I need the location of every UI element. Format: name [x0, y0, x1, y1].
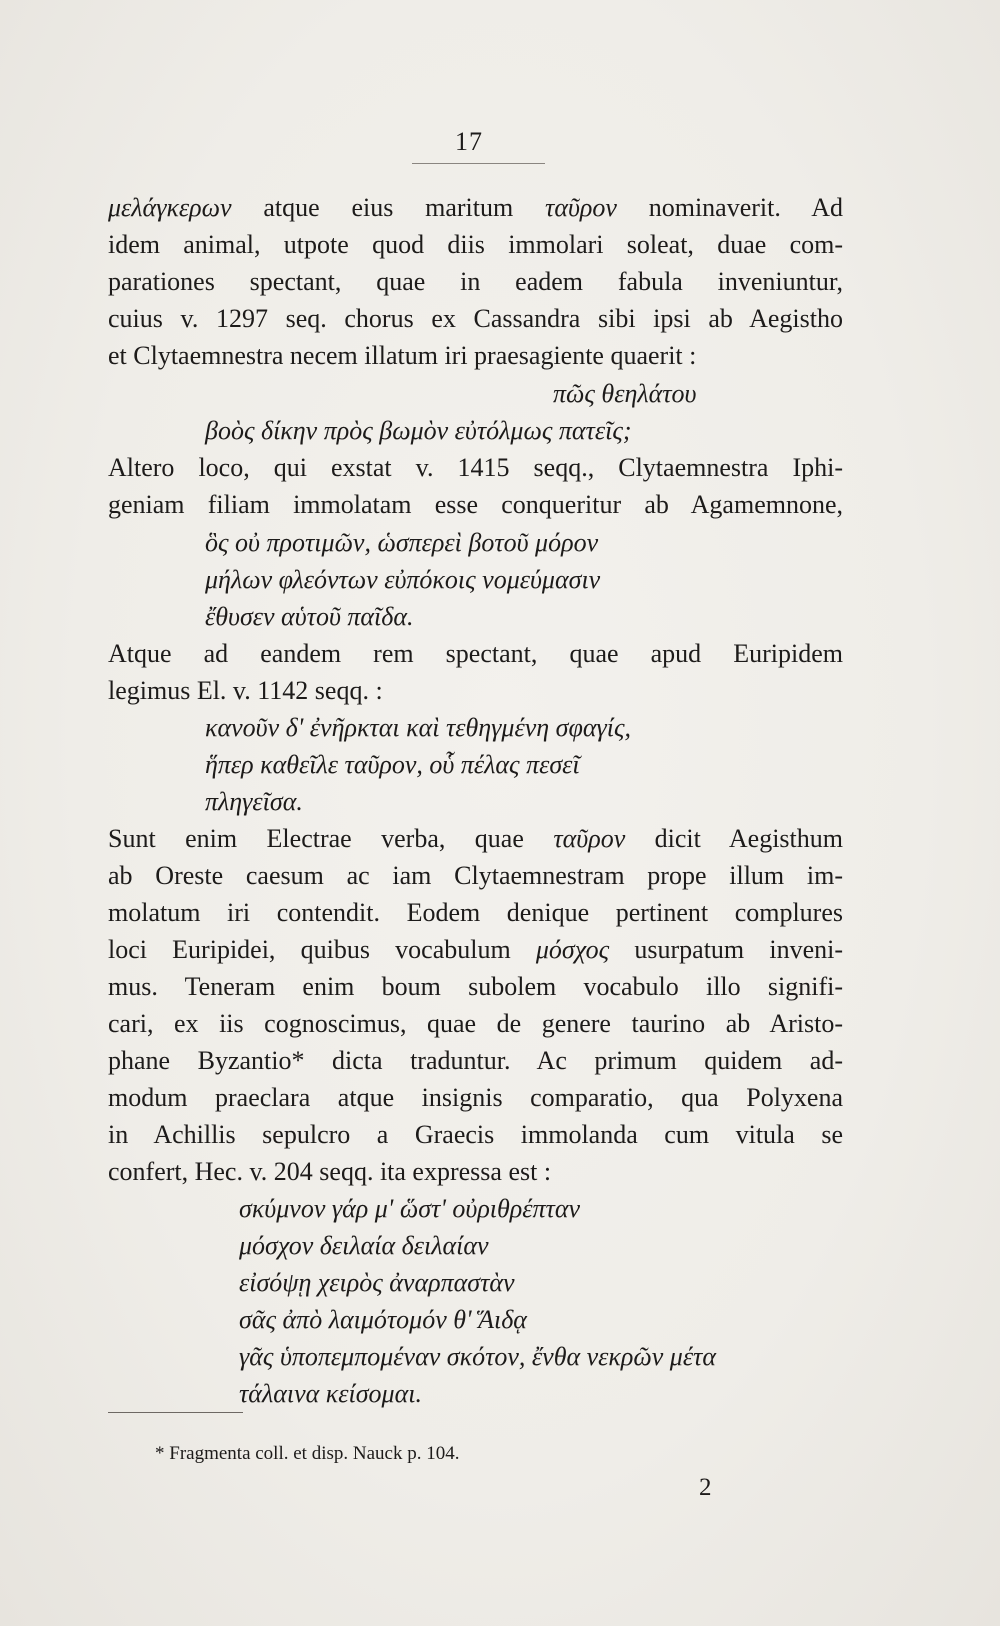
body-line: [108, 190, 843, 226]
greek-verse: γᾶς ὑποπεμπομέναν σκότον, ἔνθα νεκρῶν μέτα: [239, 1342, 717, 1371]
body-line: confert, Hec. v. 204 seqq. ita expressa est :: [108, 1157, 552, 1186]
body-line: Atque ad eandem rem spectant, quae apud Euripidem: [108, 639, 843, 668]
body-line: cari, ex iis cognoscimus, quae de genere taurino ab Aristo-: [108, 1009, 843, 1038]
latin-text: nominaverit. Ad: [616, 193, 844, 222]
latin-text: Sunt enim Electrae verba, quae: [108, 824, 554, 853]
body-line: [108, 821, 843, 857]
body-line: mus. Teneram enim boum subolem vocabulo illo signifi-: [108, 972, 843, 1001]
footnote: * Fragmenta coll. et disp. Nauck p. 104.: [155, 1443, 460, 1464]
greek-word: ταῦρον: [545, 193, 617, 222]
greek-verse: ἔθυσεν αὑτοῦ παῖδα.: [205, 602, 414, 631]
greek-verse: ἥπερ καθεῖλε ταῦρον, οὗ πέλας πεσεῖ: [205, 750, 580, 779]
greek-verse: σκύμνον γάρ μ' ὥστ' οὐριθρέπταν: [239, 1194, 581, 1223]
body-line: ab Oreste caesum ac iam Clytaemnestram prope illum im-: [108, 861, 843, 890]
body-line: phane Byzantio* dicta traduntur. Ac primum quidem ad-: [108, 1046, 843, 1075]
latin-text: dicit Aegisthum: [625, 824, 843, 853]
greek-verse: πληγεῖσα.: [205, 787, 303, 816]
greek-word: ταῦρον: [553, 824, 626, 853]
greek-verse: πῶς θεηλάτου: [553, 379, 697, 408]
greek-verse: βοὸς δίκην πρὸς βωμὸν εὐτόλμως πατεῖς;: [205, 416, 632, 445]
body-line: legimus El. v. 1142 seqq. :: [108, 676, 383, 705]
body-line: et Clytaemnestra necem illatum iri praesagiente quaerit :: [108, 341, 697, 370]
latin-text: loci Euripidei, quibus vocabulum: [108, 935, 536, 964]
body-line: in Achillis sepulcro a Graecis immolanda cum vitula se: [108, 1120, 843, 1149]
body-line: geniam filiam immolatam esse conqueritur ab Agamemnone,: [108, 490, 843, 519]
body-line: idem animal, utpote quod diis immolari soleat, duae com-: [108, 230, 843, 259]
greek-verse: εἰσόψῃ χειρὸς ἀναρπαστὰν: [239, 1268, 515, 1297]
greek-word: μελάγκερων: [108, 193, 232, 222]
body-line: molatum iri contendit. Eodem denique pertinent complures: [108, 898, 843, 927]
greek-verse: μόσχον δειλαία δειλαίαν: [239, 1231, 489, 1260]
latin-text: usurpatum inveni-: [609, 935, 843, 964]
body-line: cuius v. 1297 seq. chorus ex Cassandra sibi ipsi ab Aegistho: [108, 304, 843, 333]
greek-word: μόσχος: [535, 935, 610, 964]
body-line: parationes spectant, quae in eadem fabula inveniuntur,: [108, 267, 843, 296]
page-number: 17: [455, 127, 483, 156]
body-line: modum praeclara atque insignis comparatio, qua Polyxena: [108, 1083, 843, 1112]
greek-verse: τάλαινα κείσομαι.: [239, 1379, 422, 1408]
body-line: [108, 932, 843, 968]
greek-verse: κανοῦν δ' ἐνῆρκται καὶ τεθηγμένη σφαγίς,: [205, 713, 632, 742]
latin-text: atque eius maritum: [231, 193, 546, 222]
header-rule: [412, 163, 545, 164]
signature-mark: 2: [699, 1474, 712, 1501]
footnote-rule: [108, 1412, 243, 1413]
body-line: Altero loco, qui exstat v. 1415 seqq., Clytaemnestra Iphi-: [108, 453, 843, 482]
greek-verse: σᾶς ἀπὸ λαιμότομόν θ' Ἅιδᾳ: [239, 1305, 527, 1334]
greek-verse: μήλων φλεόντων εὐπόκοις νομεύμασιν: [205, 565, 601, 594]
greek-verse: ὃς οὐ προτιμῶν, ὡσπερεὶ βοτοῦ μόρον: [205, 528, 599, 557]
